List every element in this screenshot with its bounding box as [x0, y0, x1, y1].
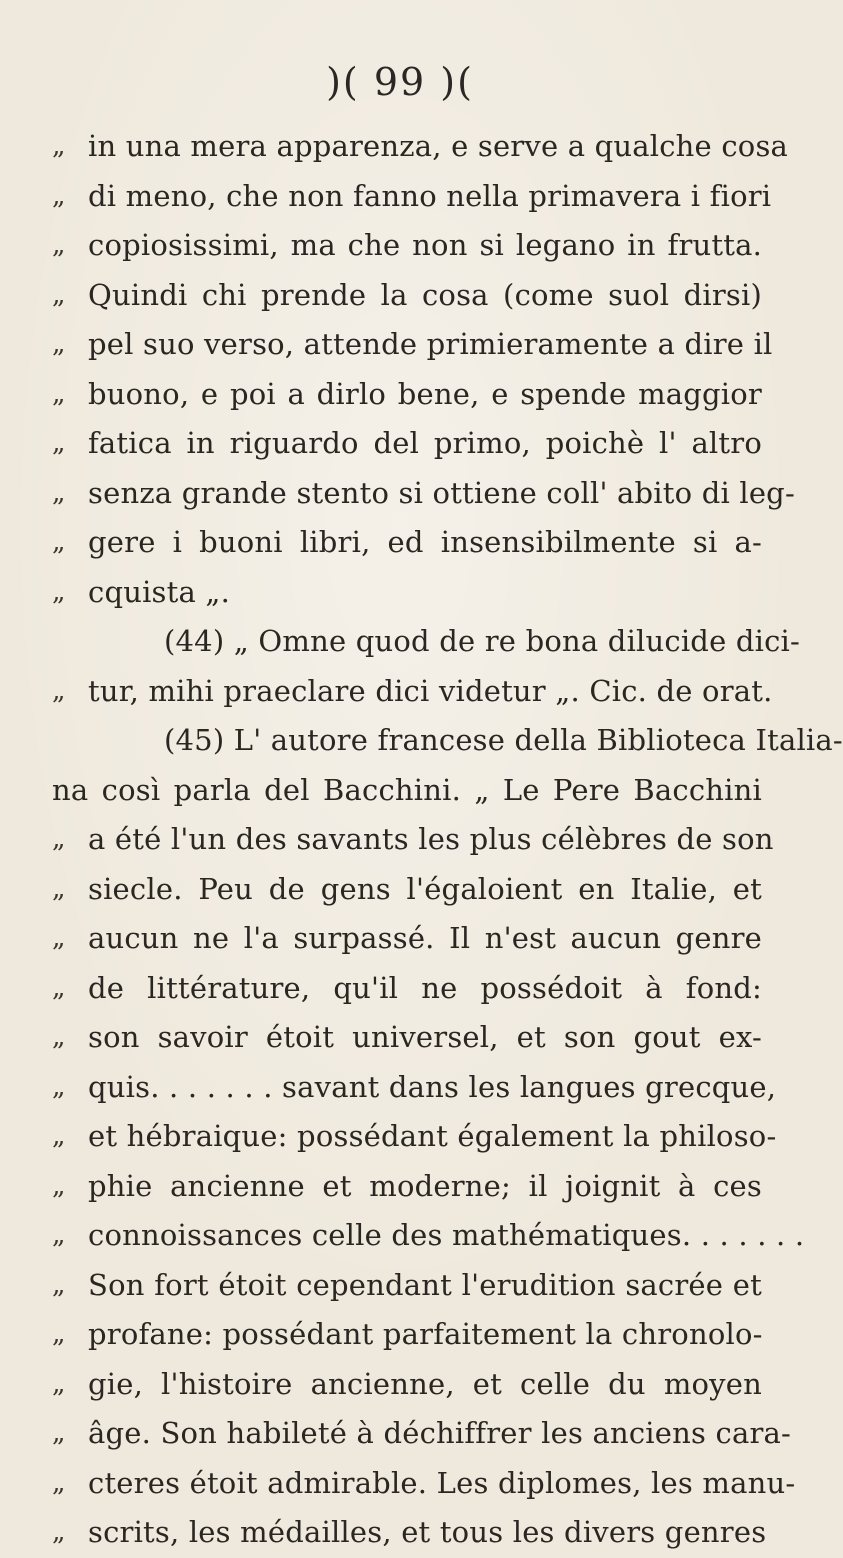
line-text: de littérature, qu'il ne possédoit à fond:: [88, 970, 762, 1005]
quote-mark: „: [52, 1022, 66, 1052]
quote-mark: „: [52, 428, 66, 458]
line-text: phie ancienne et moderne; il joignit à ces: [88, 1168, 762, 1203]
text-line: [46, 518, 766, 568]
text-line: [46, 1211, 805, 1261]
page-text: [46, 122, 843, 1558]
text-line: [46, 1310, 766, 1360]
line-text: na così parla del Bacchini. „ Le Pere Bacchini: [52, 772, 762, 807]
text-line: [46, 964, 766, 1014]
quote-mark: „: [52, 1121, 66, 1151]
line-text: cquista „.: [88, 574, 231, 609]
line-text: son savoir étoit universel, et son gout ex-: [88, 1020, 762, 1054]
quote-mark: „: [52, 1467, 66, 1498]
line-text: connoissances celle des mathématiques. . . . . . .: [88, 1218, 805, 1252]
line-text: tur, mihi praeclare dici videtur „. Cic. de orat.: [88, 673, 773, 708]
line-text: in una mera apparenza, e serve a qualche cosa: [88, 129, 789, 163]
line-text: copiosissimi, ma che non si legano in frutta.: [88, 228, 762, 262]
line-text: di meno, che non fanno nella primavera i fiori: [88, 178, 772, 213]
text-line: [46, 1508, 766, 1558]
line-text: Son fort étoit cependant l'erudition sacrée et: [88, 1267, 762, 1302]
line-text: quis. . . . . . . savant dans les langues grecque,: [88, 1069, 777, 1104]
quote-mark: „: [52, 1170, 66, 1201]
line-text: Quindi chi prende la cosa (come suol dirsi): [88, 277, 762, 312]
line-text: siecle. Peu de gens l'égaloient en Italie, et: [88, 871, 762, 906]
quote-mark: „: [52, 279, 66, 310]
text-line: [46, 172, 772, 222]
text-line: [46, 1409, 791, 1459]
line-text: fatica in riguardo del primo, poichè l' altro: [88, 426, 762, 460]
quote-mark: „: [52, 1517, 66, 1547]
quote-mark: „: [52, 923, 66, 953]
quote-mark: „: [52, 675, 66, 706]
text-line: [46, 1063, 777, 1113]
text-line: [46, 1013, 766, 1063]
text-line: [46, 865, 766, 915]
footnote-45-line: [46, 716, 843, 766]
line-text: scrits, les médailles, et tous les divers genres: [88, 1515, 767, 1549]
quote-mark: „: [52, 873, 66, 904]
line-text: senza grande stento si ottiene coll' abito di leg-: [88, 475, 795, 510]
quote-mark: „: [52, 1368, 66, 1399]
line-text: cteres étoit admirable. Les diplomes, les manu-: [88, 1465, 796, 1500]
text-line: [46, 1261, 766, 1311]
quote-mark: „: [52, 824, 66, 854]
line-text: (44) „ Omne quod de re bona dilucide dici-: [164, 624, 801, 658]
quote-mark: „: [52, 180, 66, 211]
text-line: [46, 667, 773, 717]
line-text: a été l'un des savants les plus célèbres de son: [88, 822, 774, 856]
line-text: aucun ne l'a surpassé. Il n'est aucun genre: [88, 921, 762, 955]
line-text: gie, l'histoire ancienne, et celle du moyen: [88, 1366, 762, 1401]
text-line: [46, 419, 766, 469]
page-header: )( 99 )(: [326, 60, 474, 104]
line-text: gere i buoni libri, ed insensibilmente si a-: [88, 525, 762, 559]
text-line: [46, 815, 774, 865]
quote-mark: „: [52, 1220, 66, 1250]
quote-mark: „: [52, 1418, 66, 1448]
line-text: âge. Son habileté à déchiffrer les anciens cara-: [88, 1416, 791, 1450]
quote-mark: „: [52, 527, 66, 557]
text-line: [46, 1162, 766, 1212]
text-line: [46, 320, 773, 370]
quote-mark: „: [52, 329, 66, 359]
text-line: [46, 568, 766, 618]
text-line: [46, 370, 766, 420]
text-line: [46, 271, 766, 321]
quote-mark: „: [52, 230, 66, 260]
footnote-44-line: [46, 617, 801, 667]
text-line: [46, 766, 766, 816]
line-text: et hébraique: possédant également la philoso-: [88, 1119, 777, 1153]
quote-mark: „: [52, 1269, 66, 1300]
text-line: [46, 221, 766, 271]
text-line: [46, 1459, 796, 1509]
text-line: [46, 122, 789, 172]
line-text: profane: possédant parfaitement la chronolo-: [88, 1317, 763, 1351]
text-line: [46, 1112, 777, 1162]
line-text: buono, e poi a dirlo bene, e spende maggior: [88, 376, 762, 411]
line-text: pel suo verso, attende primieramente a dire il: [88, 327, 773, 361]
quote-mark: „: [52, 477, 66, 508]
quote-mark: „: [52, 131, 66, 161]
quote-mark: „: [52, 378, 66, 409]
quote-mark: „: [52, 1319, 66, 1349]
text-line: [46, 1360, 766, 1410]
quote-mark: „: [52, 1071, 66, 1102]
quote-mark: „: [52, 576, 66, 607]
line-text: (45) L' autore francese della Biblioteca Italia-: [164, 723, 843, 757]
text-line: [46, 914, 766, 964]
text-line: [46, 469, 795, 519]
quote-mark: „: [52, 972, 66, 1003]
